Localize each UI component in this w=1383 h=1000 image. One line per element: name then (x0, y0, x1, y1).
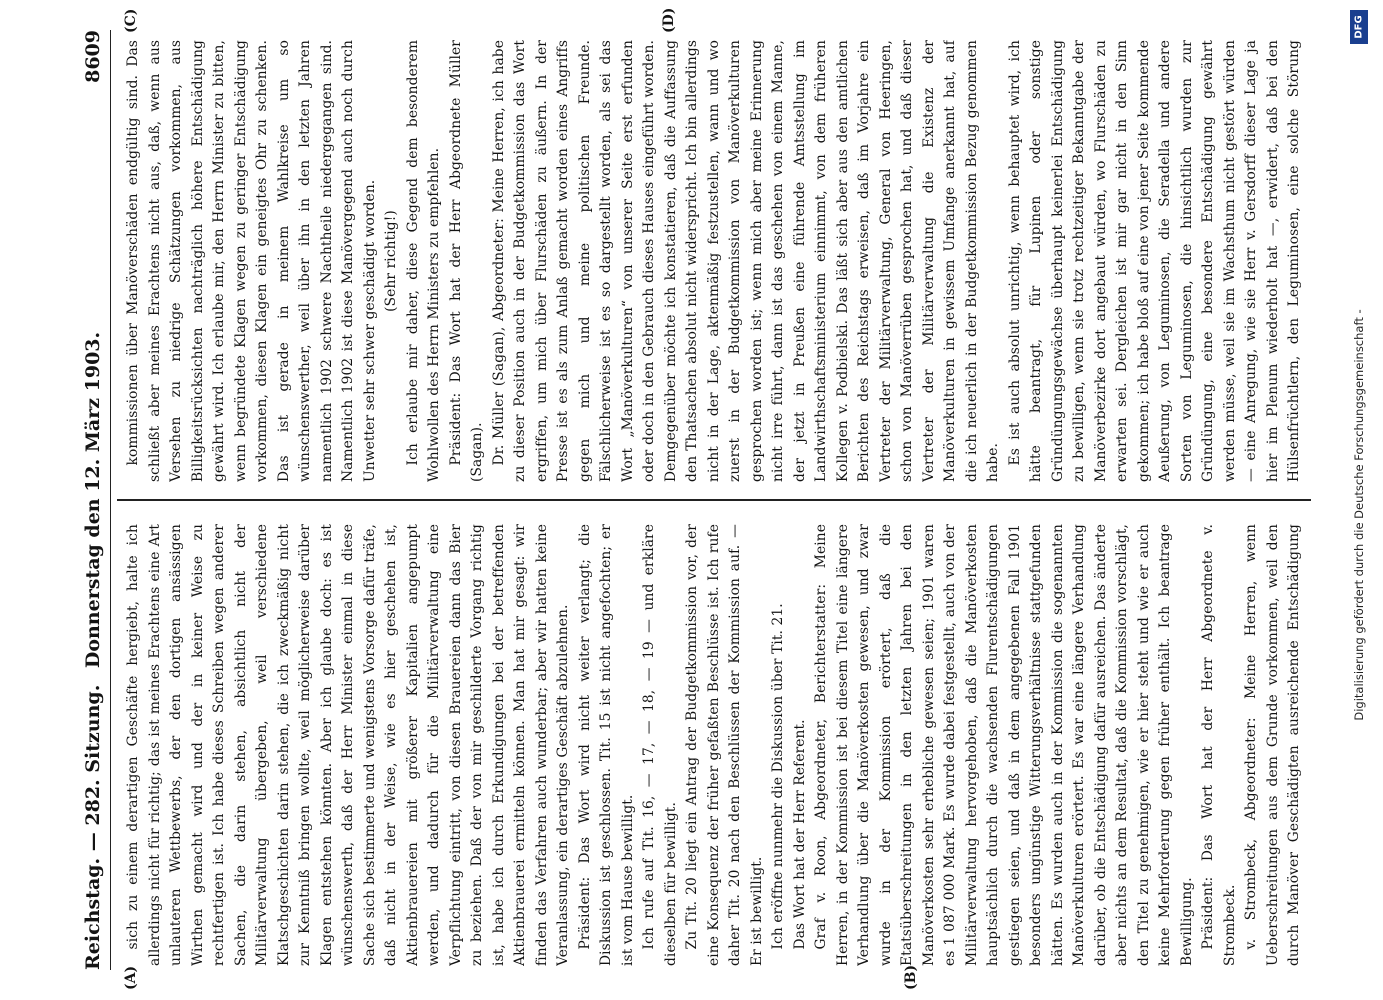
paragraph: Dr. Müller (Sagan), Abgeordneter: Meine Herren, ich habe zu dieser Position auch in der Budgetkommission das Wort ergriffen, um mich über Flurschäden zu äußern. In der Presse ist es als zum Anlaß gemacht worden eines Angriffs gegen mich und meine politischen Freunde. Fälschlicherweise ist es so dargestellt worden, als sei das Wort „Manöverkulturen“ von unserer Seite erst erfunden oder doch in den Gebrauch dieses Hauses eingeführt worden. Demgegenüber möchte ich konstatieren, daß die Auffassung den Thatsachen absolut nicht widerspricht. Ich bin allerdings nicht in der Lage, aktenmäßig festzustellen, wann und wo zuerst in der Budgetkommission von Manöverkulturen gesprochen worden ist; wenn mich aber meine Erinnerung nicht irre führt, dann ist das geschehen von einem Manne, der jetzt in Preußen eine führende Amtsstellung im Landwirthschaftsministerium einnimmt, von dem früheren Kollegen v. Podbielski. Das läßt sich aber aus den amtlichen Berichten des Reichstags erweisen, daß im Vorjahre ein Vertreter der Militärverwaltung, General von Heeringen, schon von Manöverrüben gesprochen hat, und daß dieser Vertreter der Militärverwaltung die Existenz der Manöverkulturen in gewissem Umfange anerkannt hat, auf die ich neuerlich in der Budgetkommission Bezug genommen habe. (490, 40, 1001, 482)
header-date: Donnerstag den 12. März 1903. (82, 331, 104, 669)
document-page (61, 7, 1321, 990)
paragraph: Präsident: Das Wort hat der Herr Abgeordnete Müller (Sagan). (447, 40, 485, 482)
paragraph: Ich rufe auf Tit. 16, — 17, — 18, — 19 — und erkläre dieselben für bewilligt. (641, 524, 679, 966)
paragraph: Es ist auch absolut unrichtig, wenn behauptet wird, ich hätte beantragt, für Lupinen oder sonstige Gründüngungsgewächse überhaupt keinerlei Entschädigung zu bewilligen, wenn sie trotz rechtzeitiger Bekanntgabe der Manöverbezirke dort angebaut würden, wo Flurschäden zu erwarten sei. Dergleichen ist mir gar nicht in den Sinn gekommen; ich habe bloß auf eine von jener Seite kommende Aeußerung, von Leguminosen, die Seradella und andere Sorten von Leguminosen, die hinsichtlich wurden zur Gründüngung, eine besondere Entschädigung gewährt werden müsse, weil sie im Wachsthum nicht gestört würden — eine Anregung, wie sie Herr v. Gersdorff dieser Lage ja hier im Plenum wiederholt hat —, erwidert, daß bei den Hülsenfrüchtlern, den Leguminosen, eine solche Störung (1006, 40, 1302, 482)
paragraph: Ich eröffne nunmehr die Diskussion über Tit. 21. (770, 603, 786, 950)
section-marker-d: (D) (661, 7, 677, 33)
left-column (123, 524, 1303, 966)
paragraph: v. Strombeck, Abgeordneter: Meine Herren, wenn Ueberschreitungen aus dem Grunde vorkommen, weil den durch Manöver Geschädigten ausreichende Entschädigung (1243, 524, 1302, 966)
dfg-logo (1350, 10, 1368, 44)
interjection: (Sehr richtig!) (383, 210, 399, 312)
paragraph: Präsident: Das Wort hat der Herr Abgeordnete v. Strombeck. (1200, 524, 1238, 966)
paragraph: Ich erlaube mir daher, diese Gegend dem besonderem Wohlwollen des Herrn Ministers zu empfehlen. (404, 40, 442, 482)
paragraph: Zu Tit. 20 liegt ein Antrag der Budgetkommission vor, der eine Konsequenz der früher gefaßten Beschlüsse ist. Ich rufe daher Tit. 20 nach den Beschlüssen der Kommission auf. — Er ist bewilligt. (684, 524, 765, 966)
digitization-note: Digitalisierung gefördert durch die Deutsche Forschungsgemeinschaft - (1352, 309, 1366, 721)
dfg-logo-text: DFG (1353, 15, 1365, 39)
paragraph: Das Wort hat der Herr Referent. (791, 719, 808, 950)
paragraph: sich zu einem derartigen Geschäfte hergiebt, halte ich allerdings nicht für richtig; das ist meines Erachtens eine Art unlauteren Wettbewerbs, der den dortigen ansässigen Wirthen gemacht wird und der in keiner Weise zu rechtfertigen ist. Ich habe dieses Schreiben wegen anderer Sachen, die darin stehen, absichtlich nicht der Militärverwaltung übergeben, weil verschiedene Klatschgeschichten darin stehen, die ich zweckmäßig nicht zur Kenntniß bringen wollte, weil möglicherweise darüber Klagen entstehen könnten. Aber ich glaube doch: es ist wünschenswerth, daß der Herr Minister einmal in diese Sache sich bestimmerte und wenigstens Vorsorge dafür träfe, daß nicht in der Weise, wie es hier geschehen ist, Aktienbrauereien mit größerer Kapitalien angepumpt werden, und dadurch für die Militärverwaltung eine Verpflichtung eintritt, von diesen Brauereien dann das Bier zu beziehen. Daß der von mir geschilderte Vorgang richtig ist, habe ich durch Erkundigungen bei der betreffenden Aktienbrauerei ermitteln können. Man hat mir gesagt: wir finden das Verfahren auch wunderbar; aber wir hatten keine Veranlassung, ein derartiges Geschäft abzulehnen. (125, 524, 571, 966)
dfg-sidebar (1344, 10, 1374, 990)
section-marker-b: (B) (903, 964, 919, 990)
paragraph: Graf v. Roon, Abgeordneter, Berichterstatter: Meine Herren, in der Kommission ist bei diesem Titel eine längere Verhandlung über die Manöverkosten gewesen, und zwar wurde in der Kommission erörtert, daß die Etatsüberschreitungen in den letzten Jahren bei den Manöverkosten sehr erhebliche gewesen seien; 1901 waren es 1 087 000 Mark. Es wurde dabei festgestellt, auch von der Militärverwaltung hervorgehoben, daß die Manöverkosten hauptsächlich durch die wachsenden Flurentschädigungen gestiegen seien, und daß in dem angegebenen Fall 1901 besonders ungünstige Witterungsverhältnisse stattgefunden hätten. Es wurden auch in der Kommission die sogenannten Manöverkulturen erörtert. Es war eine längere Verhandlung darüber, ob die Entschädigung dafür ausreichen. Das änderte aber nichts an dem Resultat, daß die Kommission vorschlägt, den Titel zu genehmigen, wie er hier steht und wie er auch keine Mehrforderung gegen früher enthält. Ich beantrage Bewilligung. (813, 524, 1195, 966)
page-number: 8609 (82, 30, 104, 83)
right-column (123, 40, 1303, 482)
section-marker-a: (A) (123, 965, 139, 990)
header-left: Reichstag. — 282. Sitzung. (82, 684, 104, 970)
page-header (66, 30, 111, 970)
column-divider (117, 500, 1311, 502)
section-marker-c: (C) (123, 8, 139, 33)
paragraph: Präsident: Das Wort wird nicht weiter verlangt; die Diskussion ist geschlossen. Tit. 15 ist nicht angefochten; er ist vom Hause bewilligt. (576, 524, 636, 966)
paragraph: kommissionen über Manöverschäden endgültig sind. Das schließt aber meines Erachtens nicht aus, daß, wenn aus Versehen zu niedrige Schätzungen vorkommen, aus Billigkeitsrücksichten nachträglich höhere Entschädigung gewährt wird. Ich erlaube mir, den Herrn Minister zu bitten, wenn begründete Klagen wegen zu geringer Entschädigung vorkommen, diesen Klagen ein geneigtes Ohr zu schenken. Das ist gerade in meinem Wahlkreise um so wünschenswerther, weil über ihn in den letzten Jahren namentlich 1902 schwere Nachtheile niedergegangen sind. Namentlich 1902 ist diese Manövergegend auch noch durch Unwetter sehr schwer geschädigt worden. (125, 40, 378, 482)
